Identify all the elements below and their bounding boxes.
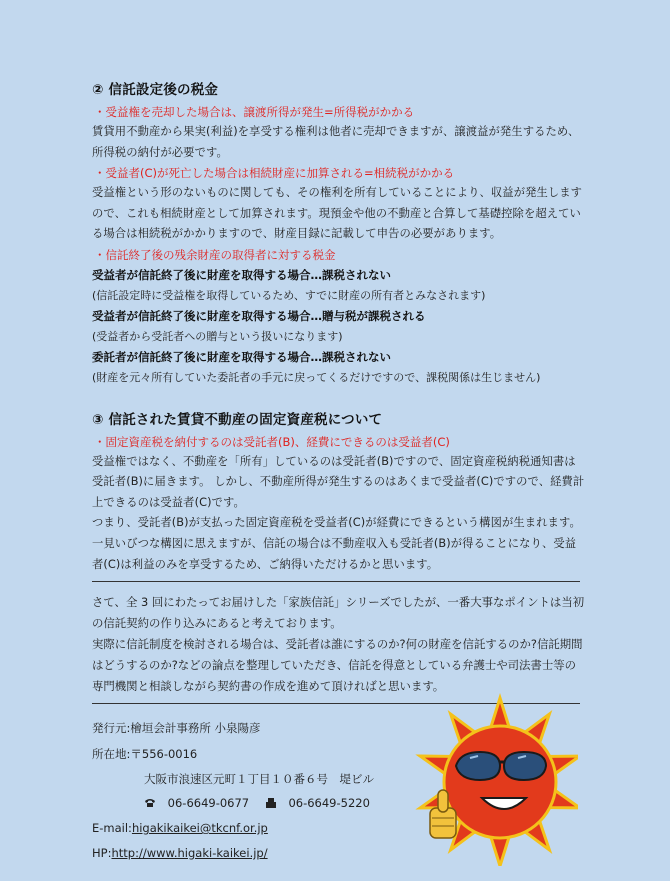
email-link[interactable]: higakikaikei@tkcnf.or.jp [131,821,268,835]
newsletter-body [92,78,587,714]
section3-text-2: つまり、受託者(B)が支払った固定資産税を受益者(C)が経費にできるという構図が生まれます。一見いびつな構図に思えますが、信託の場合は不動産収入も受託者(B)が得ることになり、受益者(C)は利益のみを享受するため、ご納得いただけるかと思います。 [92,516,581,571]
postal-code: 〒556-0016 [130,747,198,761]
phone-row [144,796,370,810]
sun-mascot-illustration [408,690,578,866]
homepage-link[interactable]: http://www.higaki-kaikei.jp/ [111,846,268,860]
section3-heading: ・固定資産税を納付するのは受託者(B)、経費にできるのは受益者(C) [94,434,450,449]
email-row [92,821,268,835]
case-3-main: 委託者が信託終了後に財産を取得する場合…課税されない [92,350,391,365]
section2-item3-heading: ・信託終了後の残余財産の取得者に対する税金 [94,247,336,262]
fax-number: 06-6649-5220 [288,796,370,810]
publisher-row [92,720,261,736]
publisher-name: 檜垣会計事務所 小泉陽彦 [130,721,261,735]
phone-number: 06-6649-0677 [167,796,250,810]
address-row [92,746,197,762]
divider-top [92,581,580,582]
case-3-note: (財産を元々所有していた委託者の手元に戻ってくるだけですので、課税関係は生じません) [92,370,541,384]
section2-title: ② 信託設定後の税金 [92,82,219,98]
phone-icon [144,798,156,808]
section3-title: ③ 信託された賃貸不動産の固定資産税について [92,411,383,428]
address-label: 所在地: [92,747,131,761]
case-2-note: (受益者から受託者への贈与という扱いになります) [92,329,343,343]
section2-item1-text: 賃貸用不動産から果実(利益)を享受する権利は他者に売却できますが、譲渡益が発生するため、所得税の納付が必要です。 [92,125,580,159]
homepage-label: HP: [92,846,112,860]
section3-text-1: 受益権ではなく、不動産を「所有」しているのは受託者(B)ですので、固定資産税納税通知書は受託者(B)に届きます。 しかし、不動産所得が発生するのはあくまで受益者(C)ですので、経費計上できるのは受益者(C)です。 [92,454,585,509]
section2-item2-heading: ・受益者(C)が死亡した場合は相続財産に加算される=相続税がかかる [94,166,455,181]
sun-rays [417,698,578,866]
section2-item2-text: 受益権という形のないものに関しても、その権利を所有していることにより、収益が発生しますので、これも相続財産として加算されます。現預金や他の不動産と合算して基礎控除を超えている場合は相続税がかかりますので、財産目録に記載して申告の必要があります。 [92,186,583,241]
section2-item1-heading: ・受益権を売却した場合は、譲渡所得が発生=所得税がかかる [94,105,415,119]
case-1-note: (信託設定時に受益権を取得しているため、すでに財産の所有者とみなされます) [92,288,486,302]
fax-icon [265,798,277,808]
closing-paragraph-1: さて、全 3 回にわたってお届けした「家族信託」シリーズでしたが、一番大事なポイントは当初の信託契約の作り込みにあると考えております。 [92,595,585,631]
case-1-main: 受益者が信託終了後に財産を取得する場合…課税されない [92,267,391,282]
email-label: E-mail: [92,821,132,835]
street-address: 大阪市浪速区元町１丁目１０番６号 堤ビル [144,772,374,786]
publisher-label: 発行元: [92,721,131,735]
case-2-main: 受益者が信託終了後に財産を取得する場合…贈与税が課税される [92,309,426,324]
homepage-row [92,846,268,860]
closing-paragraph-2: 実際に信託制度を検討される場合は、受託者は誰にするのか?何の財産を信託するのか?信託期間はどうするのか?などの論点を整理していただき、信託を得意としている弁護士や司法書士等の専門機関と相談しながら契約書の作成を進めて頂ければと思います。 [92,637,583,694]
